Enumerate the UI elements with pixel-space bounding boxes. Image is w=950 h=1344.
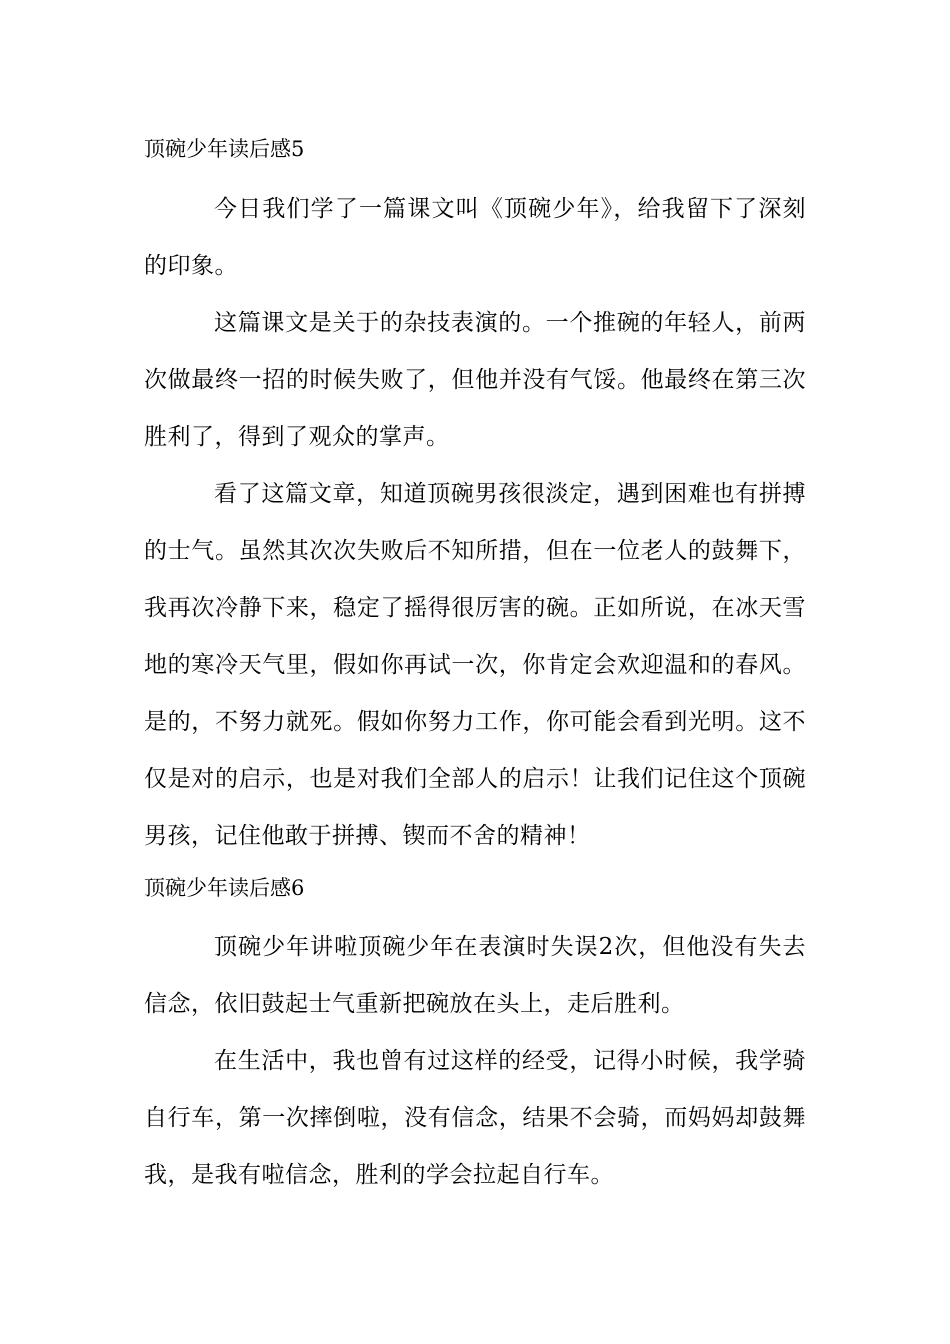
section-heading: 顶碗少年读后感5	[144, 137, 305, 161]
paragraph: 今日我们学了一篇课文叫《顶碗少年》，给我留下了深刻的印象。	[144, 196, 806, 279]
section-reflection-6	[144, 867, 806, 1204]
paragraph: 顶碗少年讲啦顶碗少年在表演时失误2次，但他没有失去信念，依旧鼓起士气重新把碗放在头上，走后胜利。	[144, 934, 806, 1017]
paragraph: 在生活中，我也曾有过这样的经受，记得小时候，我学骑自行车，第一次摔倒啦，没有信念，结果不会骑，而妈妈却鼓舞我，是我有啦信念，胜利的学会拉起自行车。	[144, 1048, 806, 1188]
section-reflection-5	[144, 128, 806, 865]
paragraph: 看了这篇文章，知道顶碗男孩很淡定，遇到困难也有拼搏的士气。虽然其次次失败后不知所措，但在一位老人的鼓舞下，我再次冷静下来，稳定了摇得很厉害的碗。正如所说，在冰天雪地的寒冷天气里，假如你再试一次，你肯定会欢迎温和的春风。是的，不努力就死。假如你努力工作，你可能会看到光明。这不仅是对的启示，也是对我们全部人的启示！让我们记住这个顶碗男孩，记住他敢于拼搏、锲而不舍的精神！	[144, 481, 806, 849]
paragraph: 这篇课文是关于的杂技表演的。一个推碗的年轻人，前两次做最终一招的时候失败了，但他并没有气馁。他最终在第三次胜利了，得到了观众的掌声。	[144, 310, 806, 450]
section-heading: 顶碗少年读后感6	[144, 876, 305, 900]
document-page	[144, 128, 806, 1204]
